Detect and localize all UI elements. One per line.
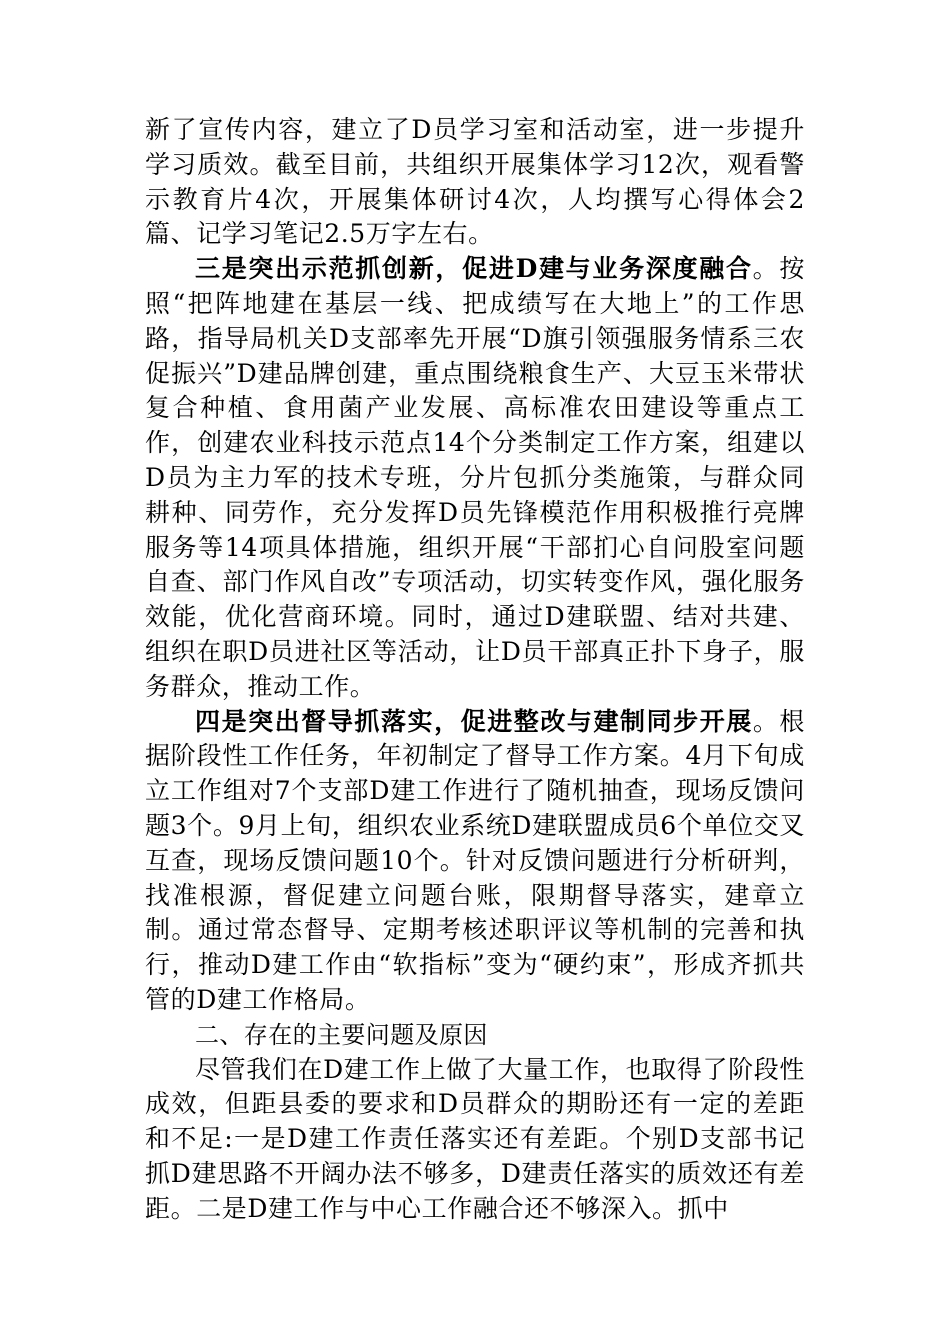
- paragraph-text: 新了宣传内容，建立了D员学习室和活动室，进一步提升学习质效。截至目前，共组织开展集体学习12次，观看警示教育片4次，开展集体研讨4次，人均撰写心得体会2篇、记学习笔记2.5万字左右。: [145, 115, 805, 249]
- paragraph-demonstration: [145, 252, 805, 704]
- paragraph-problems: 尽管我们在D建工作上做了大量工作，也取得了阶段性成效，但距县委的要求和D员群众的期盼还有一定的差距和不足:一是D建工作责任落实还有差距。个别D支部书记抓D建思路不开阔办法不够多，D建责任落实的质效还有差距。二是D建工作与中心工作融合还不够深入。抓中: [145, 1054, 805, 1223]
- section-heading: 二、存在的主要问题及原因: [195, 1020, 488, 1049]
- paragraph-supervision: [145, 705, 805, 1018]
- document-body: [145, 113, 805, 1227]
- paragraph-text: 。根据阶段性工作任务，年初制定了督导工作方案。4月下旬成立工作组对7个支部D建工作进行了随机抽查，现场反馈问题3个。9月上旬，组织农业系统D建联盟成员6个单位交叉互查，现场反馈问题10个。针对反馈问题进行分析研判，找准根源，督促建立问题台账，限期督导落实，建章立制。通过常态督导、定期考核述职评议等机制的完善和执行，推动D建工作由“软指标”变为“硬约束”，形成齐抓共管的D建工作格局。: [145, 706, 805, 1014]
- paragraph-text: 。按照“把阵地建在基层一线、把成绩写在大地上”的工作思路，指导局机关D支部率先开展“D旗引领强服务情系三农促振兴”D建品牌创建，重点围绕粮食生产、大豆玉米带状复合种植、食用菌产业发展、高标准农田建设等重点工作，创建农业科技示范点14个分类制定工作方案，组建以D员为主力军的技术专班，分片包抓分类施策，与群众同耕种、同劳作，充分发挥D员先锋模范作用积极推行亮牌服务等14项具体措施，组织开展“干部扪心自问股室问题自查、部门作风自改”专项活动，切实转变作风，强化服务效能，优化营商环境。同时，通过D建联盟、结对共建、组织在职D员进社区等活动，让D员干部真正扑下身子，服务群众，推动工作。: [145, 254, 805, 701]
- paragraph-lead-heading: 三是突出示范抓创新，促进D建与业务深度融合: [195, 254, 753, 284]
- paragraph-lead-heading: 四是突出督导抓落实，促进整改与建制同步开展: [195, 706, 753, 736]
- paragraph-study-results: [145, 113, 805, 252]
